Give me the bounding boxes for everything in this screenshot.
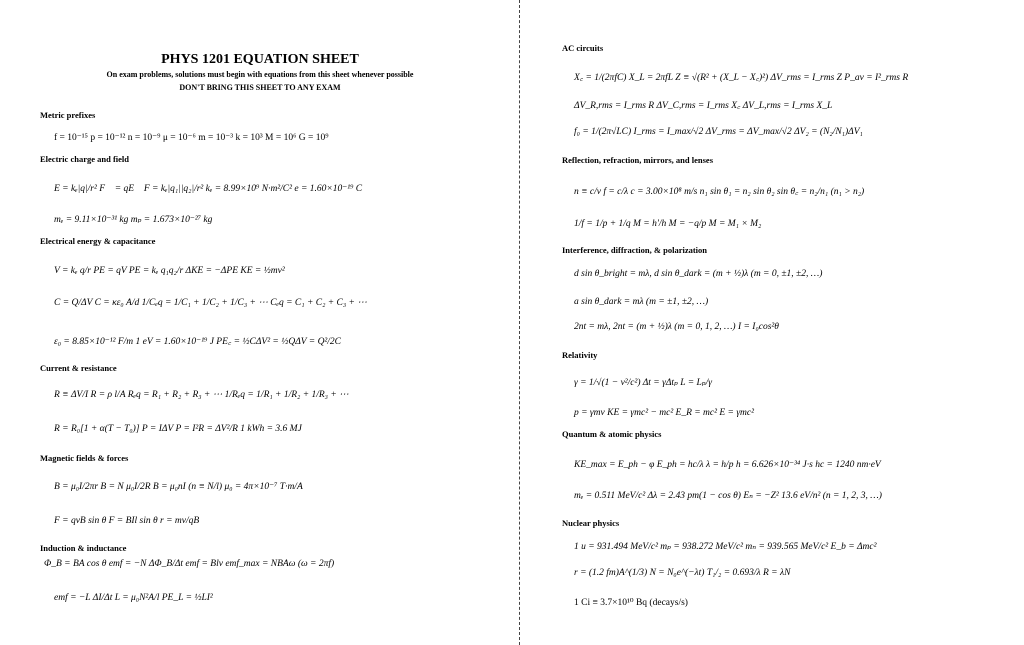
capacitor-energy-equations: ε₀ = 8.85×10⁻¹² F/m 1 eV = 1.60×10⁻¹⁹ J PE꜀ = ½CΔV² = ½QΔV = Q²/2C: [54, 337, 341, 347]
current-resistance-heading: Current & resistance: [40, 363, 117, 373]
refraction-equations: n ≡ c/v f = c/λ c = 3.00×10⁸ m/s n₁ sin θ₁ = n₂ sin θ₂ sin θ꜀ = n₂/n₁ (n₁ > n₂): [574, 187, 865, 197]
single-slit-equation: a sin θ_dark = mλ (m = ±1, ±2, …): [574, 297, 709, 307]
right-column: [562, 0, 1017, 645]
relativity-heading: Relativity: [562, 350, 598, 360]
nuclear-heading: Nuclear physics: [562, 518, 620, 528]
rms-voltage-equations: ΔV_R,rms = I_rms R ΔV_C,rms = I_rms X꜀ ΔV_L,rms = I_rms X_L: [574, 101, 833, 111]
reactance-impedance-equations: X꜀ = 1/(2πfC) X_L = 2πfL Z ≡ √(R² + (X_L − X꜀)²) ΔV_rms = I_rms Z P_av = I²_rms R: [574, 73, 909, 83]
thin-film-polarization-equations: 2nt = mλ, 2nt = (m + ½)λ (m = 0, 1, 2, …) I = I₀cos²θ: [574, 322, 779, 332]
exam-warning: DON'T BRING THIS SHEET TO ANY EXAM: [179, 83, 341, 92]
inductance-equations: emf = −L ΔI/Δt L = μ₀N²A/l PE_L = ½LI²: [54, 593, 213, 603]
optics-heading: Reflection, refraction, mirrors, and lenses: [562, 155, 713, 165]
metric-prefixes-heading: Metric prefixes: [40, 110, 96, 120]
electric-field-equations: E = kₑ|q|/r² F⃗ = qE⃗ F = kₑ|q₁||q₂|/r² kₑ = 8.99×10⁹ N·m²/C² e = 1.60×10⁻¹⁹ C: [54, 184, 363, 194]
magnetic-field-equations: B = μ₀I/2πr B = N μ₀I/2R B = μ₀nI (n ≡ N/l) μ₀ = 4π×10⁻⁷ T·m/A: [54, 482, 303, 492]
mass-energy-equations: 1 u = 931.494 MeV/c² mₚ = 938.272 MeV/c² mₙ = 939.565 MeV/c² E_b = Δmc²: [574, 542, 877, 552]
double-slit-equations: d sin θ_bright = mλ, d sin θ_dark = (m + ½)λ (m = 0, ±1, ±2, …): [574, 269, 823, 279]
power-equations: R = R₀[1 + α(T − T₀)] P = IΔV P = I²R = ΔV²/R 1 kWh = 3.6 MJ: [54, 424, 302, 434]
flux-emf-equations: Φ_B = BA cos θ emf = −N ΔΦ_B/Δt emf = Blv emf_max = NBAω (ω = 2πf): [44, 559, 335, 569]
quantum-heading: Quantum & atomic physics: [562, 429, 662, 439]
exam-instruction: On exam problems, solutions must begin with equations from this sheet whenever possible: [106, 70, 414, 79]
lens-mirror-equations: 1/f = 1/p + 1/q M = h′/h M = −q/p M = M₁ × M₂: [574, 219, 762, 229]
interference-heading: Interference, diffraction, & polarization: [562, 245, 708, 255]
relativistic-energy-equations: p = γmv KE = γmc² − mc² E_R = mc² E = γmc²: [574, 408, 754, 418]
compton-bohr-equations: mₑ = 0.511 MeV/c² Δλ = 2.43 pm(1 − cos θ) Eₙ = −Z² 13.6 eV/n² (n = 1, 2, 3, …): [574, 491, 882, 501]
decay-equations: r = (1.2 fm)A^(1/3) N = N₀e^(−λt) T₁/₂ = 0.693/λ R = λN: [574, 568, 791, 578]
metric-prefixes-line: f = 10⁻¹⁵ p = 10⁻¹² n = 10⁻⁹ μ = 10⁻⁶ m = 10⁻³ k = 10³ M = 10⁶ G = 10⁹: [54, 133, 329, 143]
induction-heading: Induction & inductance: [40, 543, 127, 553]
curie-definition: 1 Ci ≡ 3.7×10¹⁰ Bq (decays/s): [574, 598, 688, 608]
magnetic-heading: Magnetic fields & forces: [40, 453, 129, 463]
resistance-equations: R ≡ ΔV/I R = ρ l/A Rₑq = R₁ + R₂ + R₃ + ⋯ 1/Rₑq = 1/R₁ + 1/R₂ + 1/R₃ + ⋯: [54, 390, 349, 400]
particle-masses: mₑ = 9.11×10⁻³¹ kg mₚ = 1.673×10⁻²⁷ kg: [54, 215, 213, 225]
magnetic-force-equations: F = qvB sin θ F = BIl sin θ r = mv/qB: [54, 516, 200, 526]
potential-energy-equations: V = kₑ q/r PE = qV PE = kₑ q₁q₂/r ΔKE = −ΔPE KE = ½mv²: [54, 266, 285, 276]
left-column: [40, 0, 510, 645]
ac-circuits-heading: AC circuits: [562, 43, 604, 53]
capacitance-equations: C = Q/ΔV C = κε₀ A/d 1/Cₑq = 1/C₁ + 1/C₂ + 1/C₃ + ⋯ Cₑq = C₁ + C₂ + C₃ + ⋯: [54, 298, 367, 308]
sheet-title: PHYS 1201 EQUATION SHEET: [161, 52, 359, 67]
energy-capacitance-heading: Electrical energy & capacitance: [40, 236, 156, 246]
page-divider: [519, 0, 520, 645]
time-length-equations: γ = 1/√(1 − v²/c²) Δt = γΔtₚ L = Lₚ/γ: [574, 378, 712, 388]
photon-equations: KE_max = E_ph − φ E_ph = hc/λ λ = h/p h = 6.626×10⁻³⁴ J·s hc = 1240 nm·eV: [574, 460, 881, 470]
resonance-transformer-equations: f₀ = 1/(2π√LC) I_rms = I_max/√2 ΔV_rms = ΔV_max/√2 ΔV₂ = (N₂/N₁)ΔV₁: [574, 127, 863, 137]
electric-charge-heading: Electric charge and field: [40, 154, 129, 164]
